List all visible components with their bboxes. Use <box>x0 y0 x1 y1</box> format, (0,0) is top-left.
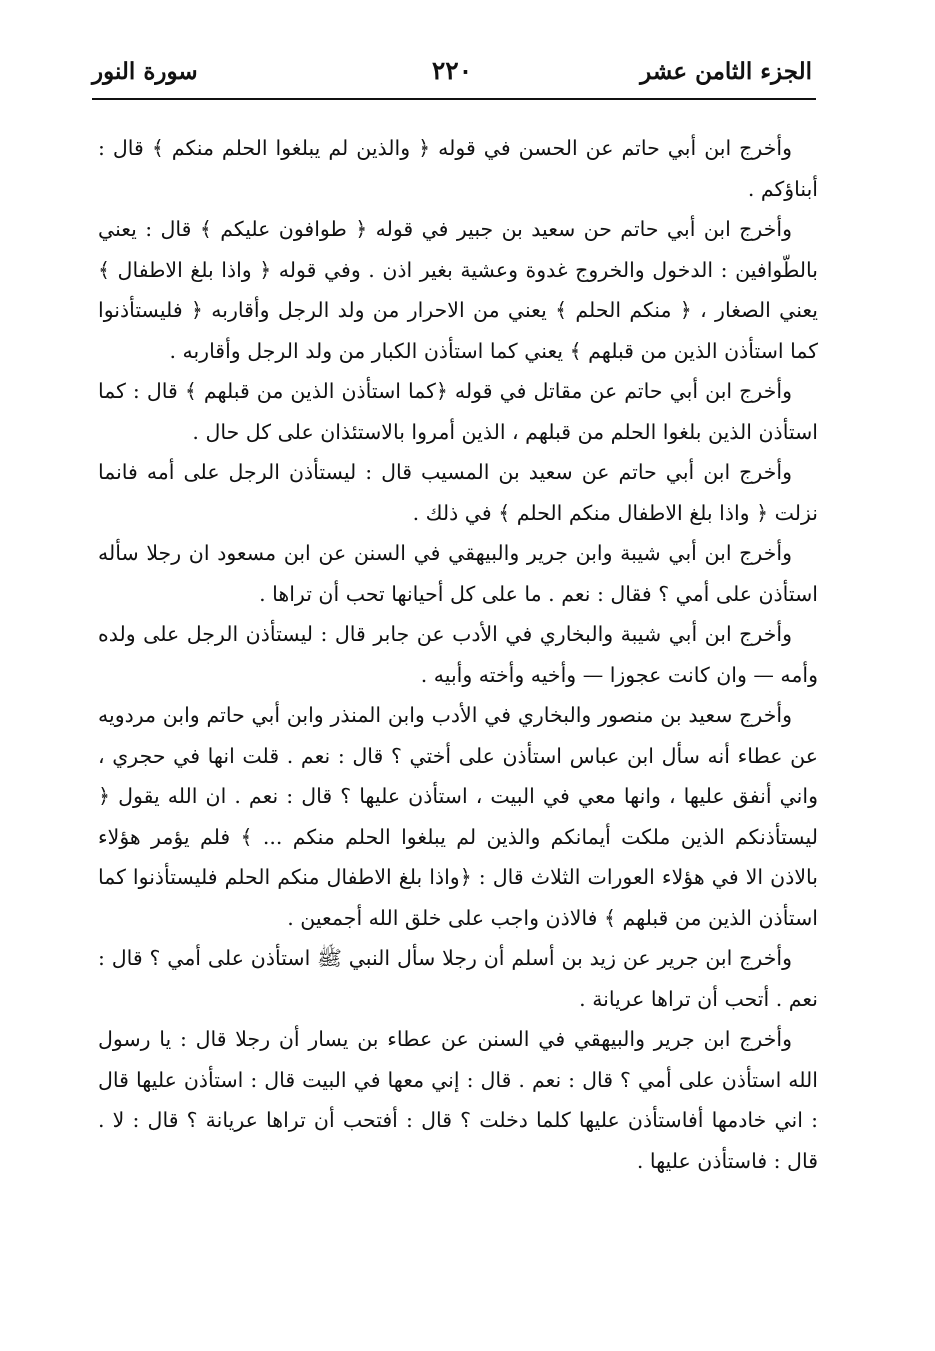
paragraph: وأخرج ابن أبي حاتم حن سعيد بن جبير في قوله ﴿ طوافون عليكم ﴾ قال : يعني بالطّوافين : الدخول والخروج غدوة وعشية بغير اذن . وفي قوله ﴿ واذا بلغ الاطفال ﴾ يعني الصغار ، ﴿ منكم الحلم ﴾ يعني من الاحرار من ولد الرجل وأقاربه ﴿ فليستأذنوا كما استأذن الذين من قبلهم ﴾ يعني كما استأذن الكبار من ولد الرجل وأقاربه . <box>98 217 818 363</box>
paragraph: وأخرج ابن أبي شيبة وابن جرير والبيهقي في السنن عن ابن مسعود ان رجلا سأله استأذن على أمي ؟ فقال : نعم . ما على كل أحيانها تحب أن تراها . <box>98 541 818 606</box>
body-text <box>98 128 818 1181</box>
header-rule <box>92 98 816 100</box>
juz-title: الجزء الثامن عشر <box>640 58 812 85</box>
paragraph: وأخرج ابن أبي حاتم عن الحسن في قوله ﴿ والذين لم يبلغوا الحلم منكم ﴾ قال : أبناؤكم . <box>98 136 818 201</box>
paragraph: وأخرج ابن أبي شيبة والبخاري في الأدب عن جابر قال : ليستأذن الرجل على ولده وأمه — وان كانت عجوزا — وأخيه وأخته وأبيه . <box>98 622 818 687</box>
page-number: ٢٢٠ <box>431 56 473 85</box>
paragraph: وأخرج ابن جرير عن زيد بن أسلم أن رجلا سأل النبي ﷺ استأذن على أمي ؟ قال : نعم . أتحب أن تراها عريانة . <box>98 946 818 1011</box>
paragraph: وأخرج ابن أبي حاتم عن سعيد بن المسيب قال : ليستأذن الرجل على أمه فانما نزلت ﴿ واذا بلغ الاطفال منكم الحلم ﴾ في ذلك . <box>98 460 818 525</box>
paragraph: وأخرج سعيد بن منصور والبخاري في الأدب وابن المنذر وابن أبي حاتم وابن مردويه عن عطاء أنه سأل ابن عباس استأذن على أختي ؟ قال : نعم . قلت انها في حجري ، واني أنفق عليها ، وانها معي في البيت ، استأذن عليها ؟ قال : نعم . ان الله يقول ﴿ ليستأذنكم الذين ملكت أيمانكم والذين لم يبلغوا الحلم منكم ... ﴾ فلم يؤمر هؤلاء بالاذن الا في هؤلاء العورات الثلاث قال : ﴿واذا بلغ الاطفال منكم الحلم فليستأذنوا كما استأذن الذين من قبلهم ﴾ فالاذن واجب على خلق الله أجمعين . <box>98 703 818 930</box>
paragraph: وأخرج ابن أبي حاتم عن مقاتل في قوله ﴿كما استأذن الذين من قبلهم ﴾ قال : كما استأذن الذين بلغوا الحلم من قبلهم ، الذين أمروا بالاستئذان على كل حال . <box>98 379 818 444</box>
paragraph: وأخرج ابن جرير والبيهقي في السنن عن عطاء بن يسار أن رجلا قال : يا رسول الله استأذن على أمي ؟ قال : نعم . قال : إني معها في البيت قال : استأذن عليها قال : اني خادمها أفاستأذن عليها كلما دخلت ؟ قال : أفتحب أن تراها عريانة ؟ قال : لا . قال : فاستأذن عليها . <box>98 1027 818 1173</box>
running-header <box>92 52 812 94</box>
surah-title: سورة النور <box>92 58 198 85</box>
